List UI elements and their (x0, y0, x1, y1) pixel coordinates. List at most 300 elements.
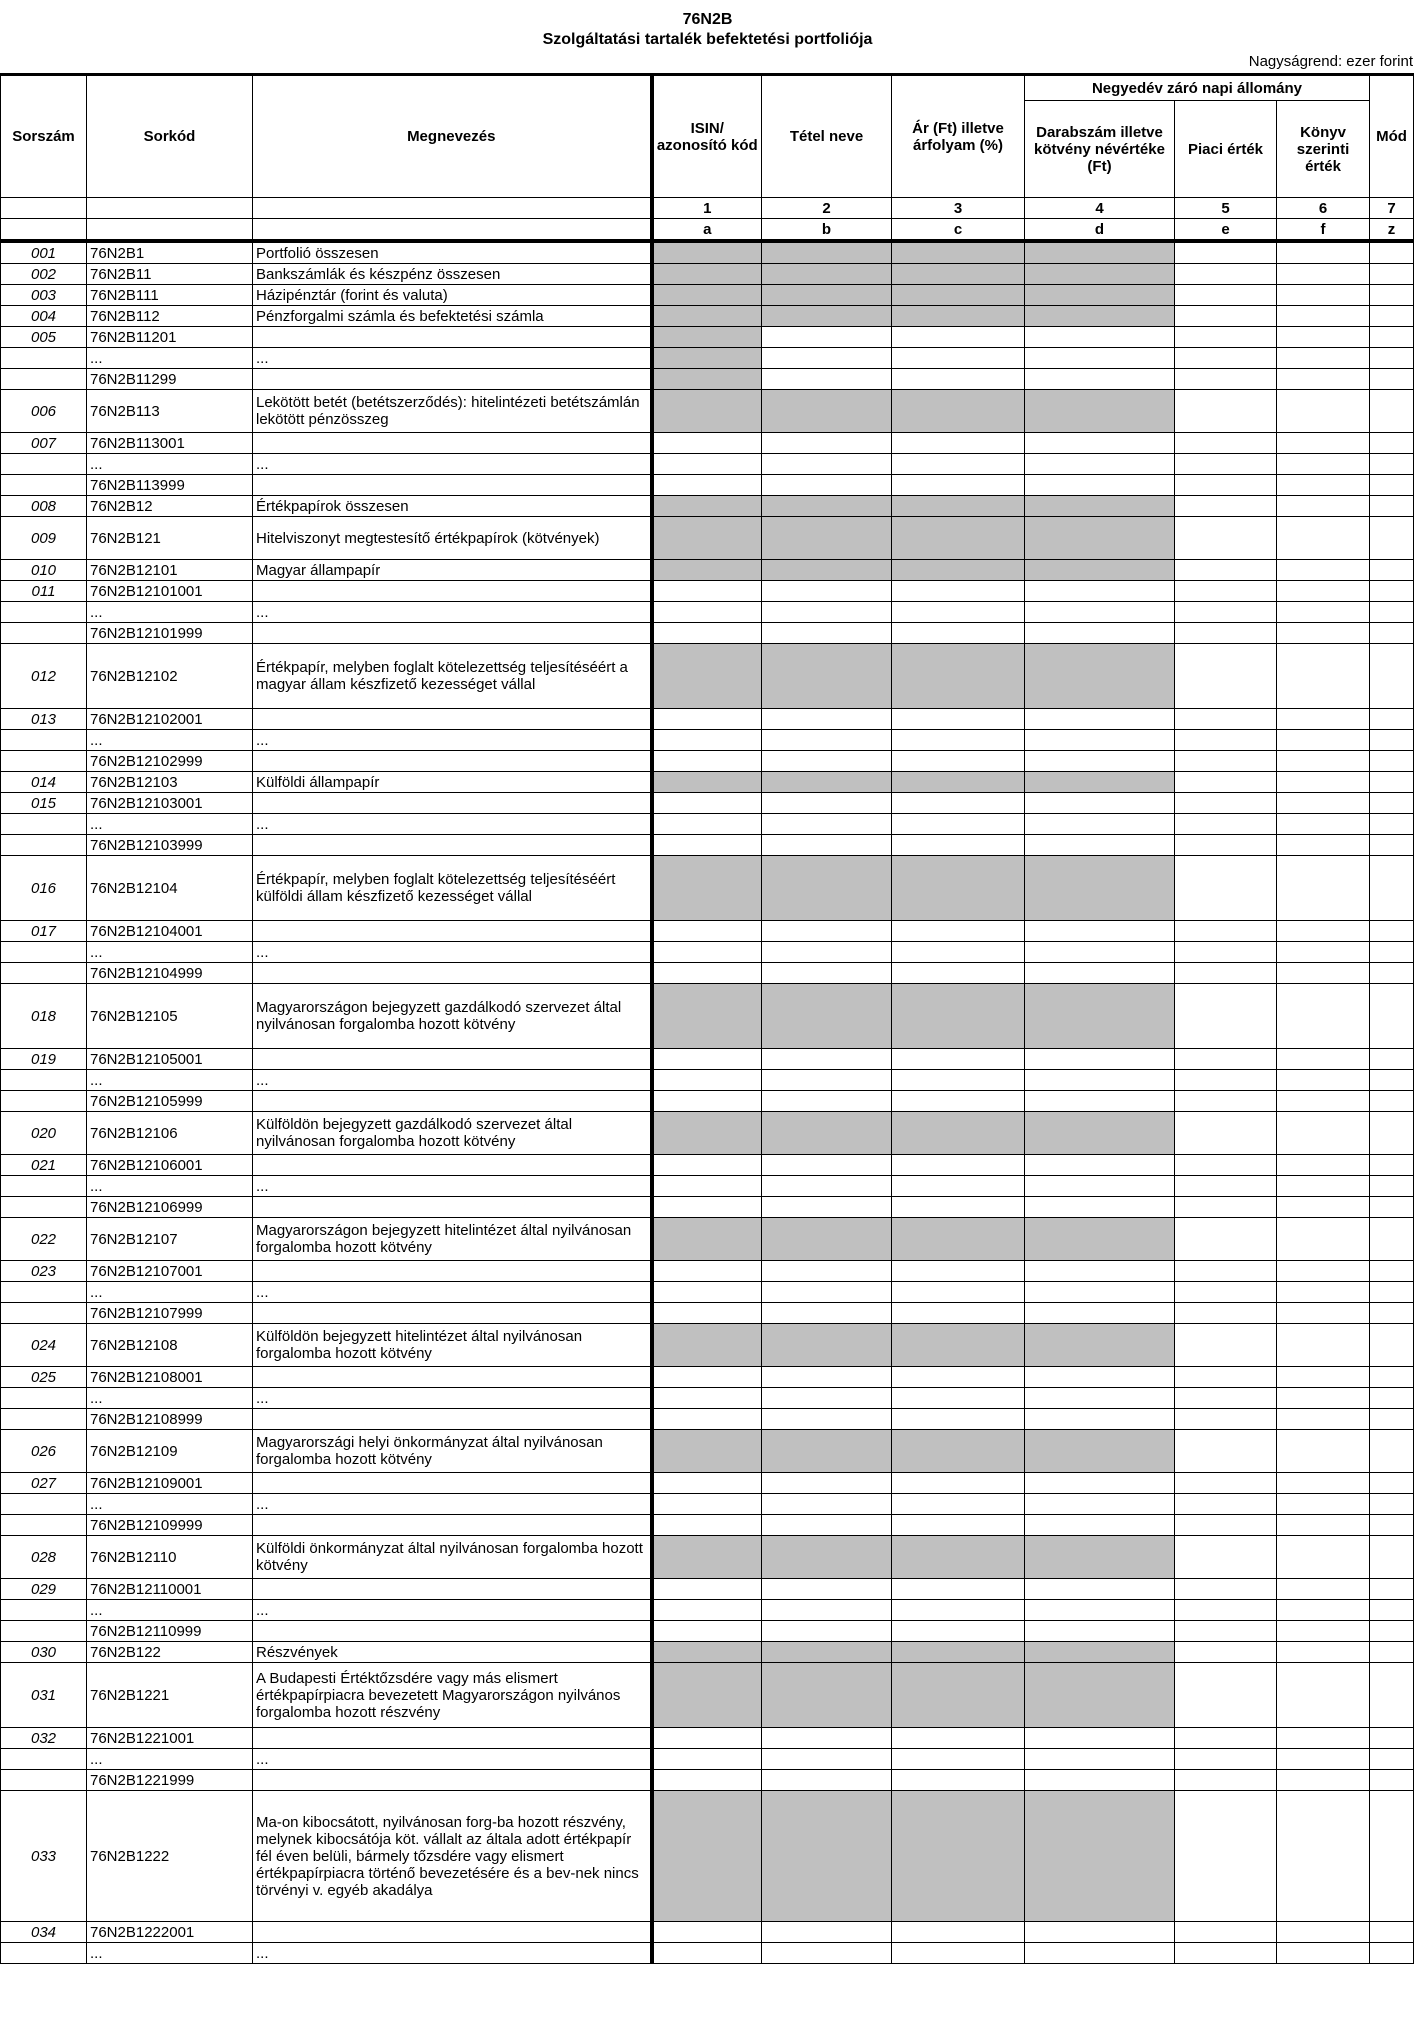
cell-ar[interactable] (892, 644, 1025, 709)
cell-konyv[interactable] (1277, 1791, 1370, 1922)
cell-tetel[interactable] (762, 1261, 892, 1282)
cell-isin[interactable] (652, 1515, 762, 1536)
cell-piaci[interactable] (1175, 602, 1277, 623)
cell-darab[interactable] (1025, 454, 1175, 475)
cell-isin[interactable] (652, 1367, 762, 1388)
cell-isin[interactable] (652, 623, 762, 644)
cell-isin[interactable] (652, 793, 762, 814)
cell-konyv[interactable] (1277, 454, 1370, 475)
cell-darab[interactable] (1025, 1367, 1175, 1388)
cell-piaci[interactable] (1175, 942, 1277, 963)
cell-mod[interactable] (1370, 1070, 1414, 1091)
cell-tetel[interactable] (762, 602, 892, 623)
cell-mod[interactable] (1370, 306, 1414, 327)
cell-tetel[interactable] (762, 984, 892, 1049)
cell-piaci[interactable] (1175, 454, 1277, 475)
cell-konyv[interactable] (1277, 751, 1370, 772)
cell-darab[interactable] (1025, 1261, 1175, 1282)
cell-darab[interactable] (1025, 1770, 1175, 1791)
cell-konyv[interactable] (1277, 1261, 1370, 1282)
cell-darab[interactable] (1025, 369, 1175, 390)
cell-piaci[interactable] (1175, 1070, 1277, 1091)
cell-piaci[interactable] (1175, 1282, 1277, 1303)
cell-konyv[interactable] (1277, 285, 1370, 306)
cell-mod[interactable] (1370, 1749, 1414, 1770)
cell-ar[interactable] (892, 772, 1025, 793)
cell-tetel[interactable] (762, 1112, 892, 1155)
cell-ar[interactable] (892, 1197, 1025, 1218)
cell-darab[interactable] (1025, 984, 1175, 1049)
cell-piaci[interactable] (1175, 1642, 1277, 1663)
cell-piaci[interactable] (1175, 1600, 1277, 1621)
cell-konyv[interactable] (1277, 984, 1370, 1049)
cell-piaci[interactable] (1175, 963, 1277, 984)
cell-isin[interactable] (652, 475, 762, 496)
cell-mod[interactable] (1370, 814, 1414, 835)
cell-ar[interactable] (892, 306, 1025, 327)
cell-ar[interactable] (892, 1621, 1025, 1642)
cell-konyv[interactable] (1277, 1515, 1370, 1536)
cell-ar[interactable] (892, 560, 1025, 581)
cell-tetel[interactable] (762, 1943, 892, 1964)
cell-piaci[interactable] (1175, 1621, 1277, 1642)
cell-isin[interactable] (652, 814, 762, 835)
cell-konyv[interactable] (1277, 1922, 1370, 1943)
cell-mod[interactable] (1370, 1515, 1414, 1536)
cell-darab[interactable] (1025, 921, 1175, 942)
cell-konyv[interactable] (1277, 433, 1370, 454)
cell-isin[interactable] (652, 1218, 762, 1261)
cell-piaci[interactable] (1175, 1579, 1277, 1600)
cell-piaci[interactable] (1175, 856, 1277, 921)
cell-darab[interactable] (1025, 496, 1175, 517)
cell-isin[interactable] (652, 581, 762, 602)
cell-mod[interactable] (1370, 369, 1414, 390)
cell-mod[interactable] (1370, 1261, 1414, 1282)
cell-tetel[interactable] (762, 835, 892, 856)
cell-tetel[interactable] (762, 772, 892, 793)
cell-isin[interactable] (652, 369, 762, 390)
cell-piaci[interactable] (1175, 1367, 1277, 1388)
cell-ar[interactable] (892, 1176, 1025, 1197)
cell-tetel[interactable] (762, 560, 892, 581)
cell-isin[interactable] (652, 1112, 762, 1155)
cell-tetel[interactable] (762, 306, 892, 327)
cell-darab[interactable] (1025, 285, 1175, 306)
cell-tetel[interactable] (762, 285, 892, 306)
cell-tetel[interactable] (762, 1388, 892, 1409)
cell-piaci[interactable] (1175, 835, 1277, 856)
cell-darab[interactable] (1025, 264, 1175, 285)
cell-darab[interactable] (1025, 602, 1175, 623)
cell-isin[interactable] (652, 709, 762, 730)
cell-isin[interactable] (652, 1409, 762, 1430)
cell-ar[interactable] (892, 1070, 1025, 1091)
cell-konyv[interactable] (1277, 1536, 1370, 1579)
cell-tetel[interactable] (762, 1091, 892, 1112)
cell-mod[interactable] (1370, 1579, 1414, 1600)
cell-konyv[interactable] (1277, 327, 1370, 348)
cell-konyv[interactable] (1277, 306, 1370, 327)
cell-isin[interactable] (652, 856, 762, 921)
cell-isin[interactable] (652, 1176, 762, 1197)
cell-darab[interactable] (1025, 856, 1175, 921)
cell-tetel[interactable] (762, 1791, 892, 1922)
cell-mod[interactable] (1370, 475, 1414, 496)
cell-mod[interactable] (1370, 1409, 1414, 1430)
cell-konyv[interactable] (1277, 264, 1370, 285)
cell-darab[interactable] (1025, 835, 1175, 856)
cell-mod[interactable] (1370, 285, 1414, 306)
cell-tetel[interactable] (762, 942, 892, 963)
cell-konyv[interactable] (1277, 1282, 1370, 1303)
cell-konyv[interactable] (1277, 1621, 1370, 1642)
cell-tetel[interactable] (762, 1197, 892, 1218)
cell-piaci[interactable] (1175, 285, 1277, 306)
cell-isin[interactable] (652, 963, 762, 984)
cell-ar[interactable] (892, 1473, 1025, 1494)
cell-konyv[interactable] (1277, 1324, 1370, 1367)
cell-ar[interactable] (892, 1663, 1025, 1728)
cell-piaci[interactable] (1175, 709, 1277, 730)
cell-piaci[interactable] (1175, 1409, 1277, 1430)
cell-mod[interactable] (1370, 1197, 1414, 1218)
cell-piaci[interactable] (1175, 1536, 1277, 1579)
cell-tetel[interactable] (762, 1494, 892, 1515)
cell-ar[interactable] (892, 856, 1025, 921)
cell-piaci[interactable] (1175, 751, 1277, 772)
cell-konyv[interactable] (1277, 241, 1370, 264)
cell-piaci[interactable] (1175, 1218, 1277, 1261)
cell-darab[interactable] (1025, 433, 1175, 454)
cell-mod[interactable] (1370, 835, 1414, 856)
cell-tetel[interactable] (762, 1922, 892, 1943)
cell-ar[interactable] (892, 1155, 1025, 1176)
cell-isin[interactable] (652, 1430, 762, 1473)
cell-ar[interactable] (892, 517, 1025, 560)
cell-konyv[interactable] (1277, 1600, 1370, 1621)
cell-darab[interactable] (1025, 241, 1175, 264)
cell-ar[interactable] (892, 602, 1025, 623)
cell-piaci[interactable] (1175, 1473, 1277, 1494)
cell-ar[interactable] (892, 1261, 1025, 1282)
cell-ar[interactable] (892, 984, 1025, 1049)
cell-ar[interactable] (892, 1112, 1025, 1155)
cell-tetel[interactable] (762, 1155, 892, 1176)
cell-konyv[interactable] (1277, 1728, 1370, 1749)
cell-mod[interactable] (1370, 327, 1414, 348)
cell-isin[interactable] (652, 1494, 762, 1515)
cell-piaci[interactable] (1175, 772, 1277, 793)
cell-darab[interactable] (1025, 709, 1175, 730)
cell-tetel[interactable] (762, 1473, 892, 1494)
cell-mod[interactable] (1370, 1600, 1414, 1621)
cell-piaci[interactable] (1175, 730, 1277, 751)
cell-ar[interactable] (892, 1409, 1025, 1430)
cell-ar[interactable] (892, 730, 1025, 751)
cell-ar[interactable] (892, 942, 1025, 963)
cell-konyv[interactable] (1277, 1197, 1370, 1218)
cell-darab[interactable] (1025, 348, 1175, 369)
cell-tetel[interactable] (762, 1282, 892, 1303)
cell-darab[interactable] (1025, 644, 1175, 709)
cell-ar[interactable] (892, 1388, 1025, 1409)
cell-darab[interactable] (1025, 1749, 1175, 1770)
cell-piaci[interactable] (1175, 560, 1277, 581)
cell-piaci[interactable] (1175, 348, 1277, 369)
cell-ar[interactable] (892, 793, 1025, 814)
cell-ar[interactable] (892, 433, 1025, 454)
cell-piaci[interactable] (1175, 1663, 1277, 1728)
cell-mod[interactable] (1370, 1943, 1414, 1964)
cell-ar[interactable] (892, 1367, 1025, 1388)
cell-ar[interactable] (892, 241, 1025, 264)
cell-isin[interactable] (652, 454, 762, 475)
cell-piaci[interactable] (1175, 1049, 1277, 1070)
cell-mod[interactable] (1370, 1176, 1414, 1197)
cell-mod[interactable] (1370, 644, 1414, 709)
cell-tetel[interactable] (762, 327, 892, 348)
cell-ar[interactable] (892, 1536, 1025, 1579)
cell-mod[interactable] (1370, 1388, 1414, 1409)
cell-konyv[interactable] (1277, 1749, 1370, 1770)
cell-mod[interactable] (1370, 1473, 1414, 1494)
cell-tetel[interactable] (762, 1749, 892, 1770)
cell-isin[interactable] (652, 1197, 762, 1218)
cell-piaci[interactable] (1175, 1749, 1277, 1770)
cell-piaci[interactable] (1175, 1155, 1277, 1176)
cell-mod[interactable] (1370, 454, 1414, 475)
cell-piaci[interactable] (1175, 623, 1277, 644)
cell-isin[interactable] (652, 1049, 762, 1070)
cell-konyv[interactable] (1277, 1388, 1370, 1409)
cell-isin[interactable] (652, 1749, 762, 1770)
cell-ar[interactable] (892, 581, 1025, 602)
cell-mod[interactable] (1370, 1367, 1414, 1388)
cell-darab[interactable] (1025, 623, 1175, 644)
cell-darab[interactable] (1025, 793, 1175, 814)
cell-konyv[interactable] (1277, 644, 1370, 709)
cell-piaci[interactable] (1175, 475, 1277, 496)
cell-konyv[interactable] (1277, 1642, 1370, 1663)
cell-mod[interactable] (1370, 984, 1414, 1049)
cell-ar[interactable] (892, 1282, 1025, 1303)
cell-konyv[interactable] (1277, 1430, 1370, 1473)
cell-darab[interactable] (1025, 1430, 1175, 1473)
cell-konyv[interactable] (1277, 963, 1370, 984)
cell-isin[interactable] (652, 835, 762, 856)
cell-tetel[interactable] (762, 369, 892, 390)
cell-darab[interactable] (1025, 1409, 1175, 1430)
cell-mod[interactable] (1370, 1324, 1414, 1367)
cell-tetel[interactable] (762, 1515, 892, 1536)
cell-mod[interactable] (1370, 730, 1414, 751)
cell-isin[interactable] (652, 1663, 762, 1728)
cell-piaci[interactable] (1175, 496, 1277, 517)
cell-isin[interactable] (652, 241, 762, 264)
cell-tetel[interactable] (762, 730, 892, 751)
cell-tetel[interactable] (762, 751, 892, 772)
cell-ar[interactable] (892, 454, 1025, 475)
cell-darab[interactable] (1025, 1473, 1175, 1494)
cell-konyv[interactable] (1277, 623, 1370, 644)
cell-ar[interactable] (892, 1749, 1025, 1770)
cell-ar[interactable] (892, 1091, 1025, 1112)
cell-ar[interactable] (892, 1218, 1025, 1261)
cell-piaci[interactable] (1175, 1922, 1277, 1943)
cell-tetel[interactable] (762, 1770, 892, 1791)
cell-tetel[interactable] (762, 623, 892, 644)
cell-piaci[interactable] (1175, 433, 1277, 454)
cell-isin[interactable] (652, 921, 762, 942)
cell-mod[interactable] (1370, 496, 1414, 517)
cell-konyv[interactable] (1277, 814, 1370, 835)
cell-piaci[interactable] (1175, 1791, 1277, 1922)
cell-konyv[interactable] (1277, 1409, 1370, 1430)
cell-ar[interactable] (892, 1303, 1025, 1324)
cell-isin[interactable] (652, 560, 762, 581)
cell-mod[interactable] (1370, 1621, 1414, 1642)
cell-tetel[interactable] (762, 241, 892, 264)
cell-piaci[interactable] (1175, 1176, 1277, 1197)
cell-ar[interactable] (892, 348, 1025, 369)
cell-darab[interactable] (1025, 751, 1175, 772)
cell-konyv[interactable] (1277, 1473, 1370, 1494)
cell-piaci[interactable] (1175, 1112, 1277, 1155)
cell-ar[interactable] (892, 1494, 1025, 1515)
cell-isin[interactable] (652, 496, 762, 517)
cell-piaci[interactable] (1175, 1303, 1277, 1324)
cell-ar[interactable] (892, 1770, 1025, 1791)
cell-mod[interactable] (1370, 709, 1414, 730)
cell-konyv[interactable] (1277, 1579, 1370, 1600)
cell-isin[interactable] (652, 285, 762, 306)
cell-isin[interactable] (652, 327, 762, 348)
cell-isin[interactable] (652, 1536, 762, 1579)
cell-konyv[interactable] (1277, 1367, 1370, 1388)
cell-darab[interactable] (1025, 1091, 1175, 1112)
cell-isin[interactable] (652, 1473, 762, 1494)
cell-isin[interactable] (652, 1155, 762, 1176)
cell-tetel[interactable] (762, 1728, 892, 1749)
cell-tetel[interactable] (762, 390, 892, 433)
cell-isin[interactable] (652, 1261, 762, 1282)
cell-konyv[interactable] (1277, 730, 1370, 751)
cell-piaci[interactable] (1175, 1261, 1277, 1282)
cell-piaci[interactable] (1175, 1494, 1277, 1515)
cell-mod[interactable] (1370, 264, 1414, 285)
cell-ar[interactable] (892, 1642, 1025, 1663)
cell-konyv[interactable] (1277, 1049, 1370, 1070)
cell-isin[interactable] (652, 1282, 762, 1303)
cell-tetel[interactable] (762, 1070, 892, 1091)
cell-tetel[interactable] (762, 1621, 892, 1642)
cell-darab[interactable] (1025, 1579, 1175, 1600)
cell-mod[interactable] (1370, 1282, 1414, 1303)
cell-darab[interactable] (1025, 1642, 1175, 1663)
cell-darab[interactable] (1025, 1943, 1175, 1964)
cell-konyv[interactable] (1277, 1943, 1370, 1964)
cell-mod[interactable] (1370, 1091, 1414, 1112)
cell-mod[interactable] (1370, 433, 1414, 454)
cell-tetel[interactable] (762, 1579, 892, 1600)
cell-mod[interactable] (1370, 1430, 1414, 1473)
cell-darab[interactable] (1025, 1728, 1175, 1749)
cell-ar[interactable] (892, 709, 1025, 730)
cell-darab[interactable] (1025, 581, 1175, 602)
cell-isin[interactable] (652, 1579, 762, 1600)
cell-mod[interactable] (1370, 1218, 1414, 1261)
cell-tetel[interactable] (762, 921, 892, 942)
cell-darab[interactable] (1025, 814, 1175, 835)
cell-piaci[interactable] (1175, 1430, 1277, 1473)
cell-konyv[interactable] (1277, 1176, 1370, 1197)
cell-darab[interactable] (1025, 1324, 1175, 1367)
cell-darab[interactable] (1025, 1600, 1175, 1621)
cell-darab[interactable] (1025, 1197, 1175, 1218)
cell-darab[interactable] (1025, 963, 1175, 984)
cell-mod[interactable] (1370, 1728, 1414, 1749)
cell-konyv[interactable] (1277, 1070, 1370, 1091)
cell-piaci[interactable] (1175, 984, 1277, 1049)
cell-mod[interactable] (1370, 1049, 1414, 1070)
cell-mod[interactable] (1370, 772, 1414, 793)
cell-mod[interactable] (1370, 1770, 1414, 1791)
cell-piaci[interactable] (1175, 390, 1277, 433)
cell-darab[interactable] (1025, 1621, 1175, 1642)
cell-mod[interactable] (1370, 241, 1414, 264)
cell-tetel[interactable] (762, 517, 892, 560)
cell-ar[interactable] (892, 835, 1025, 856)
cell-konyv[interactable] (1277, 390, 1370, 433)
cell-tetel[interactable] (762, 475, 892, 496)
cell-tetel[interactable] (762, 1536, 892, 1579)
cell-ar[interactable] (892, 1943, 1025, 1964)
cell-piaci[interactable] (1175, 814, 1277, 835)
cell-ar[interactable] (892, 1600, 1025, 1621)
cell-mod[interactable] (1370, 623, 1414, 644)
cell-mod[interactable] (1370, 1642, 1414, 1663)
cell-konyv[interactable] (1277, 1091, 1370, 1112)
cell-piaci[interactable] (1175, 1943, 1277, 1964)
cell-piaci[interactable] (1175, 921, 1277, 942)
cell-mod[interactable] (1370, 517, 1414, 560)
cell-tetel[interactable] (762, 963, 892, 984)
cell-ar[interactable] (892, 751, 1025, 772)
cell-tetel[interactable] (762, 1324, 892, 1367)
cell-darab[interactable] (1025, 730, 1175, 751)
cell-piaci[interactable] (1175, 1324, 1277, 1367)
cell-isin[interactable] (652, 433, 762, 454)
cell-piaci[interactable] (1175, 1770, 1277, 1791)
cell-tetel[interactable] (762, 1367, 892, 1388)
cell-ar[interactable] (892, 264, 1025, 285)
cell-tetel[interactable] (762, 581, 892, 602)
cell-darab[interactable] (1025, 1176, 1175, 1197)
cell-darab[interactable] (1025, 1282, 1175, 1303)
cell-tetel[interactable] (762, 856, 892, 921)
cell-piaci[interactable] (1175, 306, 1277, 327)
cell-tetel[interactable] (762, 454, 892, 475)
cell-isin[interactable] (652, 1303, 762, 1324)
cell-mod[interactable] (1370, 1303, 1414, 1324)
cell-isin[interactable] (652, 1091, 762, 1112)
cell-konyv[interactable] (1277, 1155, 1370, 1176)
cell-darab[interactable] (1025, 1388, 1175, 1409)
cell-konyv[interactable] (1277, 1303, 1370, 1324)
cell-piaci[interactable] (1175, 1197, 1277, 1218)
cell-mod[interactable] (1370, 1536, 1414, 1579)
